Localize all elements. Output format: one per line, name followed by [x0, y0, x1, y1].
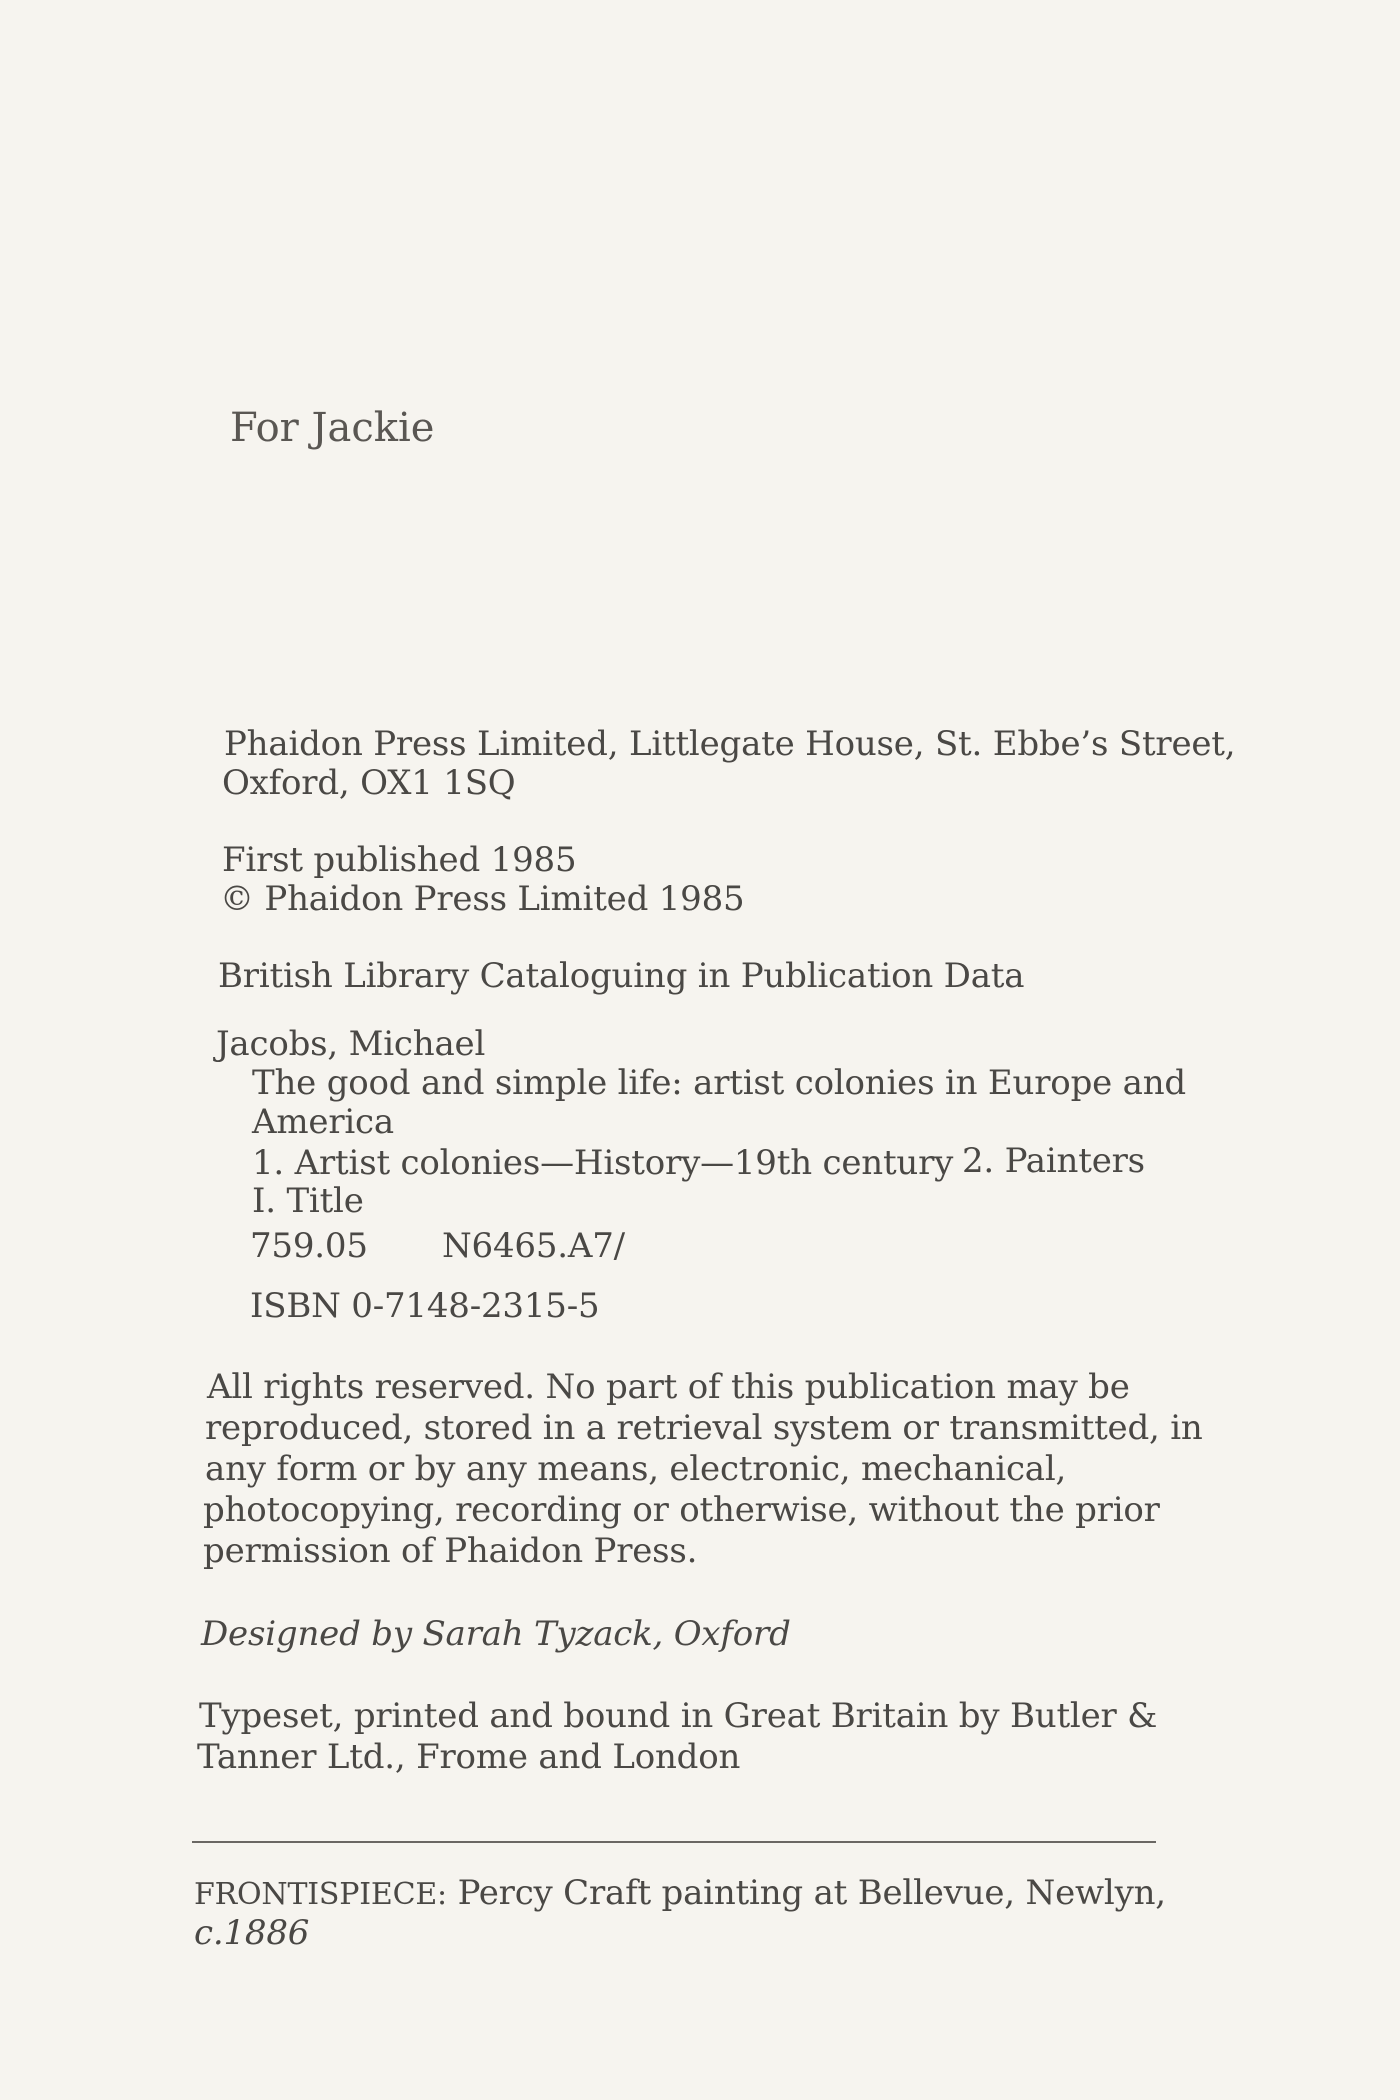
cip-title-entry: I. Title [252, 1181, 364, 1221]
rights-line-5: permission of Phaidon Press. [203, 1531, 698, 1571]
copyright-notice: © Phaidon Press Limited 1985 [220, 879, 745, 919]
dedication: For Jackie [230, 405, 435, 451]
cip-author: Jacobs, Michael [216, 1024, 486, 1064]
cip-dewey-class: 759.05 [250, 1226, 368, 1266]
printer-line-1: Typeset, printed and bound in Great Britain by Butler & [199, 1696, 1158, 1736]
cip-title-line-1: The good and simple life: artist colonies in Europe and [252, 1063, 1186, 1103]
frontispiece-label: FRONTISPIECE: [194, 1877, 447, 1912]
frontispiece-date: c.1886 [194, 1913, 310, 1953]
cip-subject-artist-colonies: 1. Artist colonies—History—19th century [252, 1143, 954, 1183]
publisher-address-line-2: Oxford, OX1 1SQ [222, 763, 516, 803]
first-published: First published 1985 [222, 840, 577, 880]
cip-heading: British Library Cataloguing in Publication Data [218, 956, 1025, 996]
cip-subject-painters: 2. Painters [962, 1141, 1145, 1181]
rights-line-4: photocopying, recording or otherwise, without the prior [203, 1490, 1160, 1530]
divider-rule [192, 1841, 1156, 1843]
rights-line-2: reproduced, stored in a retrieval system or transmitted, in [205, 1408, 1203, 1448]
printer-line-2: Tanner Ltd., Frome and London [197, 1737, 741, 1777]
frontispiece-caption-line-1 [194, 1873, 1166, 1913]
rights-line-1: All rights reserved. No part of this publication may be [207, 1367, 1130, 1407]
cip-title-line-2: America [252, 1102, 394, 1142]
cip-lc-class: N6465.A7/ [442, 1226, 625, 1266]
designer-credit: Designed by Sarah Tyzack, Oxford [201, 1614, 791, 1654]
rights-line-3: any form or by any means, electronic, mechanical, [205, 1449, 1067, 1489]
isbn: ISBN 0-7148-2315-5 [250, 1286, 600, 1326]
publisher-address-line-1: Phaidon Press Limited, Littlegate House, St. Ebbe’s Street, [224, 724, 1236, 764]
frontispiece-text: Percy Craft painting at Bellevue, Newlyn, [446, 1873, 1166, 1913]
